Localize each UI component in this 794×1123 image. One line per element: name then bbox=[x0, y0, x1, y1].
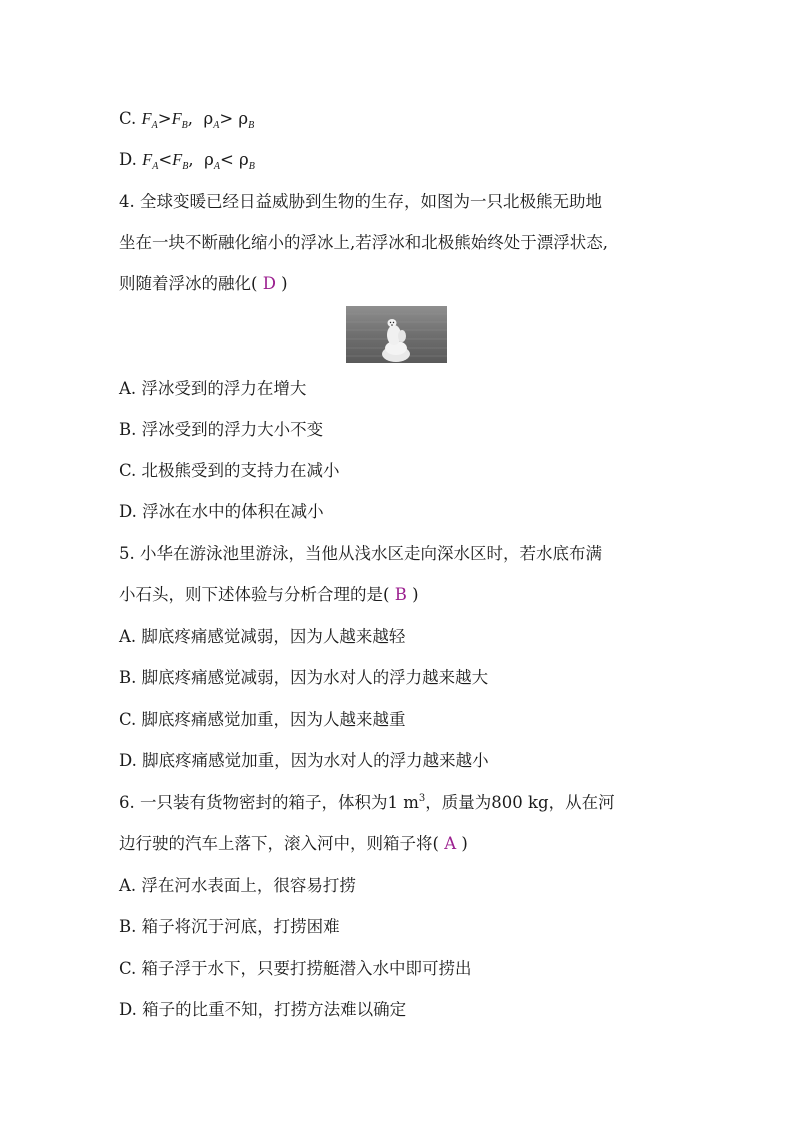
q6-option-a: A. 浮在河水表面上，很容易打捞 bbox=[119, 876, 356, 895]
q4-stem-line2: 坐在一块不断融化缩小的浮冰上,若浮冰和北极熊始终处于漂浮状态, bbox=[119, 233, 608, 252]
q4-stem-line3: 则随着浮冰的融化( D ) bbox=[119, 274, 288, 293]
q5-option-d: D. 脚底疼痛感觉加重，因为水对人的浮力越来越小 bbox=[119, 751, 489, 770]
q6-option-c: C. 箱子浮于水下，只要打捞艇潜入水中即可捞出 bbox=[119, 959, 472, 978]
q5-option-a: A. 脚底疼痛感觉减弱，因为人越来越轻 bbox=[119, 627, 406, 646]
q6-stem-line1: 6. 一只装有货物密封的箱子，体积为1 $m^3$，质量为800 kg，从在河 bbox=[119, 793, 615, 812]
q6-option-b: B. 箱子将沉于河底，打捞困难 bbox=[119, 917, 340, 936]
q5-stem-line2: 小石头，则下述体验与分析合理的是( B ) bbox=[119, 585, 419, 604]
q6-answer: A bbox=[444, 834, 457, 853]
option-d-prev: D. $F_A<F_B$, $\rho_A< \rho_B$ bbox=[119, 150, 255, 172]
q5-option-b: B. 脚底疼痛感觉减弱，因为水对人的浮力越来越大 bbox=[119, 668, 489, 687]
q5-answer: B bbox=[394, 585, 407, 604]
q4-answer: D bbox=[262, 274, 276, 293]
q4-option-d: D. 浮冰在水中的体积在减小 bbox=[119, 502, 324, 521]
q4-stem-line1: 4. 全球变暖已经日益威胁到生物的生存，如图为一只北极熊无助地 bbox=[119, 192, 602, 211]
q6-option-d: D. 箱子的比重不知，打捞方法难以确定 bbox=[119, 1000, 407, 1019]
q5-option-c: C. 脚底疼痛感觉加重，因为人越来越重 bbox=[119, 710, 406, 729]
q5-stem-line1: 5. 小华在游泳池里游泳，当他从浅水区走向深水区时，若水底布满 bbox=[119, 544, 602, 563]
q6-stem-line2: 边行驶的汽车上落下，滚入河中，则箱子将( A ) bbox=[119, 834, 468, 853]
polar-bear-on-ice-photo bbox=[346, 306, 447, 363]
q4-option-c: C. 北极熊受到的支持力在减小 bbox=[119, 461, 340, 480]
option-c-prev: C. $F_A>F_B$, $\rho_A> \rho_B$ bbox=[119, 109, 255, 131]
q4-option-a: A. 浮冰受到的浮力在增大 bbox=[119, 379, 307, 398]
q4-option-b: B. 浮冰受到的浮力大小不变 bbox=[119, 420, 324, 439]
